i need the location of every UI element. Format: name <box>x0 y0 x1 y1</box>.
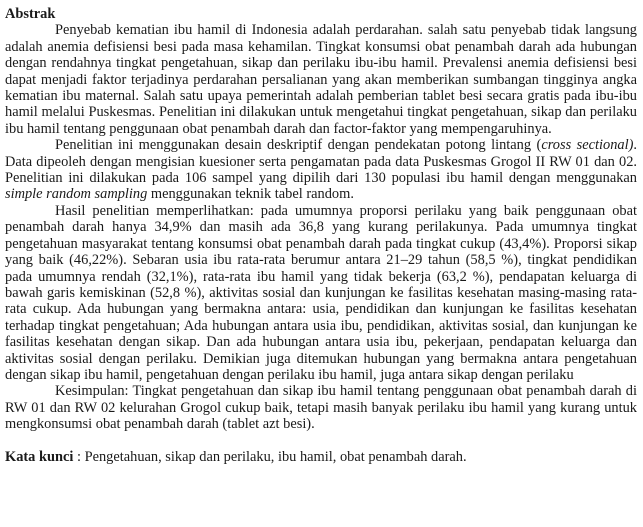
abstract-page <box>5 6 637 465</box>
abstract-paragraph-methods <box>5 137 637 203</box>
keywords-text: : Pengetahuan, sikap dan perilaku, ibu hamil, obat penambah darah. <box>73 448 467 465</box>
abstract-paragraph-background: Penyebab kematian ibu hamil di Indonesia adalah perdarahan. salah satu penyebab tidak langsung adalah anemia defisiensi besi pada masa kehamilan. Tingkat konsumsi obat penambah darah ada hubungan dengan rendahnya tingkat pengetahuan, sikap dan perilaku ibu-ibu hamil. Prevalensi anemia defisiensi besi dapat menjadi faktor terjadinya perdarahan persalianan yang akan memberikan sumbangan tingginya angka kematian ibu maternal. Salah satu upaya pemerintah adalah pemberian tablet besi secara gratis pada ibu-ibu hamil melalui Puskesmas. Penelitian ini dilakukan untuk mengetahui tingkat pengetahuan, sikap dan perilaku ibu hamil tentang penggunaan obat penambah darah dan factor-faktor yang mempengaruhinya. <box>5 22 637 137</box>
methods-text-3: menggunakan teknik tabel random. <box>147 186 354 203</box>
abstract-heading: Abstrak <box>5 6 56 22</box>
keywords-label: Kata kunci <box>5 448 74 465</box>
methods-italic-sampling: simple random sampling <box>5 186 148 203</box>
abstract-paragraph-conclusion: Kesimpulan: Tingkat pengetahuan dan sikap ibu hamil tentang penggunaan obat penambah darah di RW 01 dan RW 02 kelurahan Grogol cukup baik, tetapi masih banyak perilaku ibu hamil yang kurang untuk mengkonsumsi obat penambah darah (tablet azt besi). <box>5 383 637 433</box>
abstract-paragraph-results: Hasil penelitian memperlihatkan: pada umumnya proporsi perilaku yang baik penggunaan obat penambah darah hanya 34,9% dan masih ada 36,8 yang kurang perilakunya. Pada umumnya tingkat pengetahuan masyarakat tentang konsumsi obat penambah darah pada tingkat cukup (43,4%). Proporsi sikap yang baik (46,22%). Sebaran usia ibu rata-rata berumur antara 21–29 tahun (58,5 %), tingkat pendidikan pada umumnya rendah (32,1%), rata-rata ibu hamil yang tidak bekerja (63,2 %), pendapatan keluarga di bawah garis kemiskinan (52,8 %), aktivitas sosial dan kunjungan ke fasilitas kesehatan masing-masing rata-rata cukup. Ada hubungan yang bermakna antara: usia, pendidikan dan kunjungan ke fasilitas kesehatan terhadap tingkat pengetahuan; Ada hubungan antara usia ibu, pendidikan, aktivitas sosial, dan kunjungan ke fasilitas kesehatan dengan sikap. Dan ada hubungan antara usia ibu, pekerjaan, pendapatan keluarga dan aktivitas sosial dengan perilaku. Demikian juga ditemukan hubungan yang bermakna antara pengetahuan dengan sikap ibu hamil, pengetahuan dengan perilaku ibu hamil, juga antara sikap dengan perilaku <box>5 202 637 383</box>
methods-italic-cross-sectional: cross sectional) <box>541 137 634 154</box>
methods-text-1: Penelitian ini menggunakan desain deskriptif dengan pendekatan potong lintang ( <box>55 137 542 154</box>
methods-text-2: . Data dipeoleh dengan mengisian kuesioner serta pengamatan pada data Puskesmas Grogol II RW 01 dan 02. Penelitian ini dilakukan pada 106 sampel yang dipilih dari 130 populasi ibu hamil dengan menggunakan <box>5 137 637 187</box>
keywords-line <box>5 449 637 465</box>
